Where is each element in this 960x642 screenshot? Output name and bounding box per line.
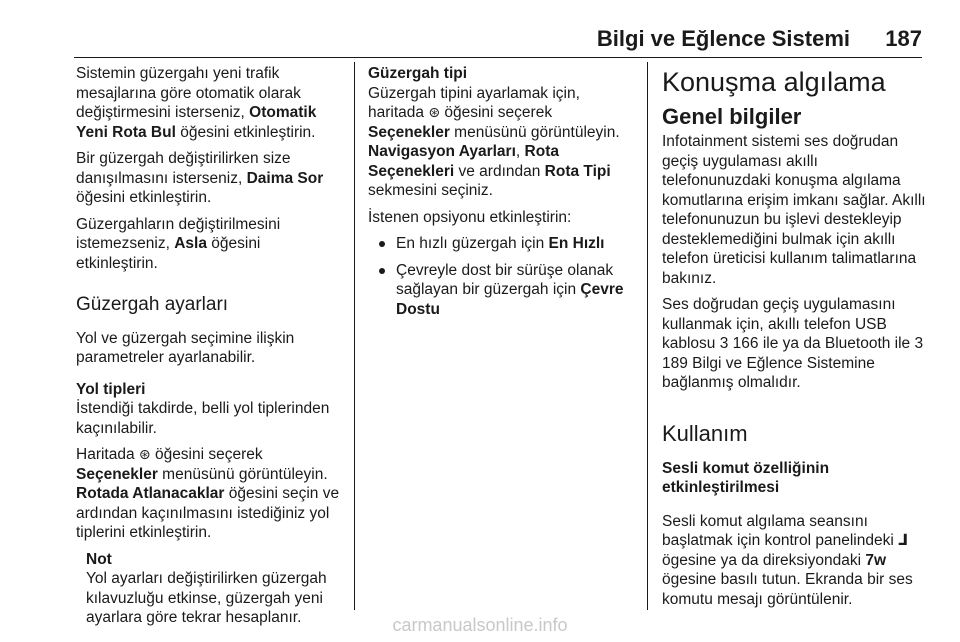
option-never: Asla — [174, 235, 207, 252]
section-heading-general: Genel bilgiler — [662, 104, 802, 129]
column-3 — [662, 64, 930, 616]
list-item: En hızlı güzergah için En Hızlı — [368, 234, 636, 254]
chapter-title: Konuşma algılama — [662, 67, 886, 97]
note-title: Not — [86, 550, 112, 568]
arrow-icon: 3 — [719, 335, 729, 352]
column-1 — [76, 64, 346, 628]
column-divider-2 — [647, 62, 648, 610]
paragraph-always-ask: Bir güzergah değiştirilirken size danışılmasını isterseniz, Daima Sor öğesini etkinleştirin. — [76, 150, 324, 206]
list-item: Çevreyle dost bir sürüşe olanak sağlayan bir güzergah için Çevre Dostu — [368, 261, 636, 320]
option-options-menu: Seçenekler — [368, 123, 450, 141]
header-divider — [74, 57, 922, 58]
subheading-route-type: Güzergah tipi — [368, 65, 468, 82]
paragraph-avoid-instructions: Haritada ⊛ öğesini seçerek Seçenekler menüsünü görüntüleyin. Rotada Atlanacaklar öğesini seçin ve ardından kaçınılmasını istediğiniz yol tiplerini etkinleştirin. — [76, 446, 340, 541]
note-text: Yol ayarları değiştirilirken güzergah kılavuzluğu etkinse, güzergah yeni ayarlara göre tekrar hesaplanır. — [86, 570, 327, 626]
paragraph-auto-reroute: Sistemin güzergahı yeni trafik mesajlarına göre otomatik olarak değiştirmesini isterseniz, Otomatik Yeni Rota Bul öğesini etkinleştirin. — [76, 65, 317, 141]
option-route-options: Rota Seçenekleri — [368, 143, 559, 180]
section-heading-route-settings: Güzergah ayarları — [76, 294, 229, 315]
paragraph-activate-option: İstenen opsiyonu etkinleştirin: — [368, 208, 572, 226]
menu-icon: ⊛ — [138, 446, 151, 462]
paragraph-general-info: Infotainment sistemi ses doğrudan geçiş uygulaması akıllı telefonunuzdaki konuşma algılama komutlarına erişim imkanı sağlar. Akıllı telefonunuzun bu işlevi destekleyip desteklemediğini bulmak için akıllı telefon üreticisi kullanım talimatlarına bakınız. — [662, 133, 926, 287]
paragraph-route-params: Yol ve güzergah seçimine ilişkin parametreler ayarlanabilir. — [76, 329, 295, 366]
paragraph-avoid-roads: İstendiği takdirde, belli yol tiplerinden kaçınılabilir. — [76, 400, 330, 437]
option-fastest: En Hızlı — [548, 235, 605, 252]
column-divider-1 — [354, 62, 355, 610]
route-type-list — [368, 234, 636, 319]
option-eco: Çevre Dostu — [396, 281, 624, 318]
menu-icon: ⊛ — [428, 104, 441, 120]
option-route-avoid: Rotada Atlanacaklar — [76, 485, 225, 502]
subheading-voice-activation: Sesli komut özelliğinin etkinleştirilmesi — [662, 459, 830, 496]
option-options-menu: Seçenekler — [76, 465, 158, 483]
paragraph-never: Güzergahların değiştirilmesini istemezseniz, Asla öğesini etkinleştirin. — [76, 215, 281, 272]
paragraph-connection: Ses doğrudan geçiş uygulamasını kullanmak için, akıllı telefon USB kablosu 3 166 ile ya da Bluetooth ile 3 189 Bilgi ve Eğlence Sistemine bağlanmış olmalıdır. — [662, 296, 924, 391]
page-title: Bilgi ve Eğlence Sistemi — [596, 26, 850, 51]
section-heading-usage: Kullanım — [662, 420, 748, 446]
voice-icon: 7w — [865, 551, 887, 569]
option-route-type: Rota Tipi — [544, 162, 611, 180]
option-navigation-settings: Navigasyon Ayarları — [368, 143, 516, 160]
page-header — [74, 26, 922, 58]
watermark: carmanualsonline.info — [392, 615, 568, 635]
phone-icon: ⅃ — [898, 532, 908, 549]
subheading-road-types: Yol tipleri — [76, 380, 146, 398]
column-2 — [368, 64, 636, 326]
paragraph-route-type-instructions: Güzergah tipini ayarlamak için, haritada ⊛ öğesini seçerek Seçenekler menüsünü görüntüleyin. Navigasyon Ayarları, Rota Seçenekleri ve ardından Rota Tipi sekmesini seçiniz. — [368, 84, 620, 199]
paragraph-voice-instructions: Sesli komut algılama seansını başlatmak için kontrol panelindeki ⅃ ögesine ya da direksiyondaki 7w ögesine basılı tutun. Ekranda bir ses komutu mesajı görüntülenir. — [662, 512, 913, 608]
page-number: 187 — [885, 26, 922, 51]
option-auto-reroute: Otomatik Yeni Rota Bul — [76, 104, 317, 141]
arrow-icon: 3 — [914, 335, 924, 352]
option-always-ask: Daima Sor — [246, 169, 324, 187]
